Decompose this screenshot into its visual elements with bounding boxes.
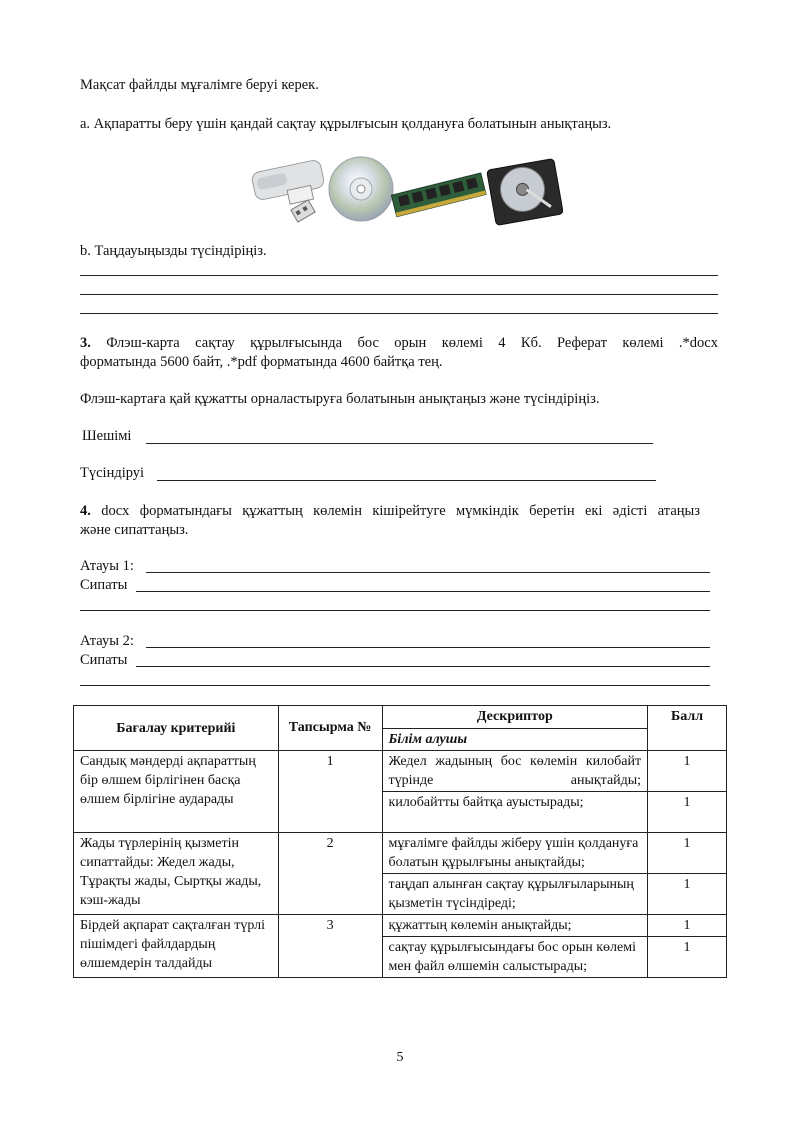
table-row bbox=[74, 751, 727, 792]
criteria-cell: Бірдей ақпарат сақталған түрлі пішімдегі файлдардың өлшемдерін талдайды bbox=[74, 915, 279, 978]
descriptor-cell: килобайтты байтқа ауыстырады; bbox=[382, 792, 648, 833]
score-cell: 1 bbox=[648, 833, 727, 874]
task3-line1: 3. Флэш-карта сақтау құрылғысында бос орын көлемі 4 Кб. Реферат көлемі .*docx bbox=[80, 335, 718, 351]
desc2-line bbox=[136, 666, 710, 667]
task3-number: 3. bbox=[80, 335, 91, 351]
task4-number: 4. bbox=[80, 503, 91, 519]
assessment-criteria-table bbox=[73, 705, 727, 978]
header-score: Балл bbox=[648, 706, 727, 751]
descriptor-cell: құжаттың көлемін анықтайды; bbox=[382, 915, 648, 937]
score-cell: 1 bbox=[648, 751, 727, 792]
intro-text: Мақсат файлды мұғалімге беруі керек. bbox=[80, 77, 319, 93]
answer-line bbox=[80, 313, 718, 314]
ram-module-icon bbox=[391, 173, 486, 217]
score-cell: 1 bbox=[648, 874, 727, 915]
storage-devices-image bbox=[243, 156, 563, 226]
question-a: a. Ақпаратты беру үшін қандай сақтау құрылғысын қолдануға болатынын анықтаңыз. bbox=[80, 116, 612, 132]
task3-question: Флэш-картаға қай құжатты орналастыруға болатынын анықтаңыз және түсіндіріңіз. bbox=[80, 391, 600, 407]
name2-line bbox=[146, 647, 710, 648]
task4-line1: 4. docx форматындағы құжаттың көлемін кішірейтуге мүмкіндік беретін екі әдісті атаңыз bbox=[80, 503, 700, 519]
solution-label: Шешімі bbox=[82, 428, 132, 444]
explanation-line bbox=[157, 480, 656, 481]
hard-disk-icon bbox=[487, 159, 563, 226]
task-number-cell: 1 bbox=[278, 751, 382, 833]
table-row bbox=[74, 915, 727, 937]
task-number-cell: 2 bbox=[278, 833, 382, 915]
header-criteria: Бағалау критерийі bbox=[74, 706, 279, 751]
desc2-line-extra bbox=[80, 685, 710, 686]
desc2-label: Сипаты bbox=[80, 652, 128, 668]
task-number-cell: 3 bbox=[278, 915, 382, 978]
table-row bbox=[74, 833, 727, 874]
usb-flash-drive-icon bbox=[251, 159, 325, 222]
descriptor-cell: сақтау құрылғысындағы бос орын көлемі мен файл өлшемін салыстырады; bbox=[382, 937, 648, 978]
name1-line bbox=[146, 572, 710, 573]
page-number: 5 bbox=[396, 1050, 404, 1065]
header-descriptor: Дескриптор bbox=[382, 706, 648, 729]
answer-line bbox=[80, 294, 718, 295]
score-cell: 1 bbox=[648, 937, 727, 978]
solution-line bbox=[146, 443, 653, 444]
desc1-line bbox=[136, 591, 710, 592]
criteria-cell: Сандық мәндерді ақпараттың бір өлшем бірлігінен басқа өлшем бірлігіне аударады bbox=[74, 751, 279, 833]
answer-line bbox=[80, 275, 718, 276]
explanation-label: Түсіндіруі bbox=[80, 465, 145, 481]
score-cell: 1 bbox=[648, 792, 727, 833]
desc1-line-extra bbox=[80, 610, 710, 611]
name1-label: Атауы 1: bbox=[80, 558, 134, 574]
cd-disc-icon bbox=[329, 157, 393, 221]
name2-label: Атауы 2: bbox=[80, 633, 134, 649]
header-learner: Білім алушы bbox=[382, 728, 648, 751]
task3-line2: форматында 5600 байт, .*pdf форматында 4600 байтқа тең. bbox=[80, 354, 443, 370]
task4-line2: және сипаттаңыз. bbox=[80, 522, 189, 538]
desc1-label: Сипаты bbox=[80, 577, 128, 593]
header-task: Тапсырма № bbox=[278, 706, 382, 751]
descriptor-cell: мұғалімге файлды жіберу үшін қолдануға болатын құрылғыны анықтайды; bbox=[382, 833, 648, 874]
descriptor-cell: таңдап алынған сақтау құрылғыларының қызметін түсіндіреді; bbox=[382, 874, 648, 915]
criteria-cell: Жады түрлерінің қызметін сипаттайды: Жедел жады, Тұрақты жады, Сыртқы жады, кэш-жады bbox=[74, 833, 279, 915]
question-b: b. Таңдауыңызды түсіндіріңіз. bbox=[80, 243, 267, 259]
score-cell: 1 bbox=[648, 915, 727, 937]
descriptor-cell: Жедел жадының бос көлемін килобайт түрінде анықтайды; bbox=[382, 751, 648, 792]
